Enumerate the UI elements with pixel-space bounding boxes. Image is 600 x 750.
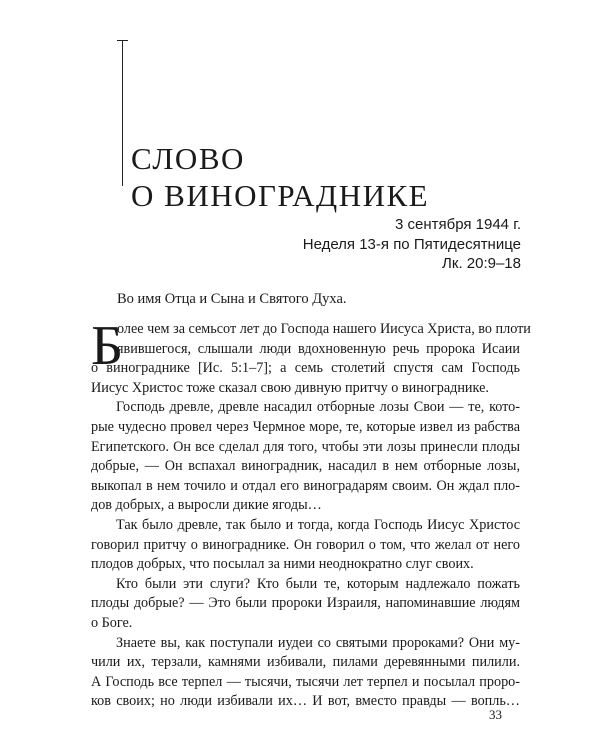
text-line: явившегося, слышали люди вдохновенную речь пророка Исаии: [117, 340, 520, 357]
invocation: Во имя Отца и Сына и Святого Духа.: [117, 291, 347, 307]
text-line: олее чем за семьсот лет до Господа нашего Иисуса Христа, во плоти: [117, 321, 531, 337]
text-line: Кто были эти слуги? Кто были те, которым надлежало пожать: [116, 575, 520, 592]
paragraph-5: [91, 634, 520, 712]
text-line: Египетского. Он все сделал для того, чтобы эти лозы принесли плоды: [91, 438, 520, 455]
text-line: рые чудесно провел через Чермное море, те, которые извел из рабства: [91, 418, 520, 435]
text-line: говорил притчу о винограднике. Он говорил о том, что желал от него: [91, 536, 520, 553]
sermon-meta: [221, 215, 521, 274]
text-line: выкопал в нем точило и отдал его виноградарям своим. Он ждал пло-: [91, 477, 520, 494]
text-line: добрые, — Он вспахал виноградник, насадил в нем отборные лозы,: [91, 458, 520, 475]
text-line: дов добрых, а выросли дикие ягоды…: [91, 497, 322, 514]
chapter-title-line-1: СЛОВО: [131, 141, 245, 176]
text-line: Знаете вы, как поступали иудеи со святыми пророками? Они му-: [116, 634, 520, 651]
paragraph-4: [91, 575, 520, 634]
sermon-date: 3 сентября 1944 г.: [394, 216, 521, 233]
text-line: плодов добрых, что посылал за ними неоднократно слуг своих.: [91, 556, 474, 573]
text-line: Иисус Христос тоже сказал свою дивную притчу о винограднике.: [91, 379, 489, 396]
paragraph-3: [91, 516, 520, 575]
text-line: плоды добрые? — Это были пророки Израиля, напоминавшие людям: [91, 595, 520, 612]
text-line: Господь древле, древле насадил отборные лозы Свои — те, кото-: [116, 399, 520, 416]
paragraph-1: [91, 315, 531, 398]
text-line: А Господь все терпел — тысячи, тысячи лет терпел и посылал проро-: [91, 673, 520, 690]
page-number: 33: [489, 707, 502, 722]
liturgical-week: Неделя 13-я по Пятидесятнице: [302, 235, 521, 253]
text-line: чили их, терзали, камнями избивали, пилами деревянными пилили.: [91, 654, 520, 671]
drop-cap: Б: [91, 315, 124, 377]
sermon-body: [91, 315, 531, 712]
paragraph-2: [91, 398, 520, 516]
text-line: о Боге.: [91, 614, 133, 631]
text-line: Так было древле, так было и тогда, когда Господь Иисус Христос: [116, 516, 520, 533]
text-line: о винограднике [Ис. 5:1–7]; а семь столетий спустя сам Господь: [91, 360, 520, 377]
scripture-reference: Лк. 20:9–18: [442, 255, 521, 272]
chapter-vertical-rule: [122, 40, 123, 186]
chapter-title: [131, 140, 429, 214]
text-line: ков своих; но люди избивали их… И вот, вместо правды — вопль…: [91, 693, 520, 710]
chapter-title-line-2: О ВИНОГРАДНИКЕ: [131, 178, 430, 213]
chapter-rule-tick: [117, 40, 128, 41]
